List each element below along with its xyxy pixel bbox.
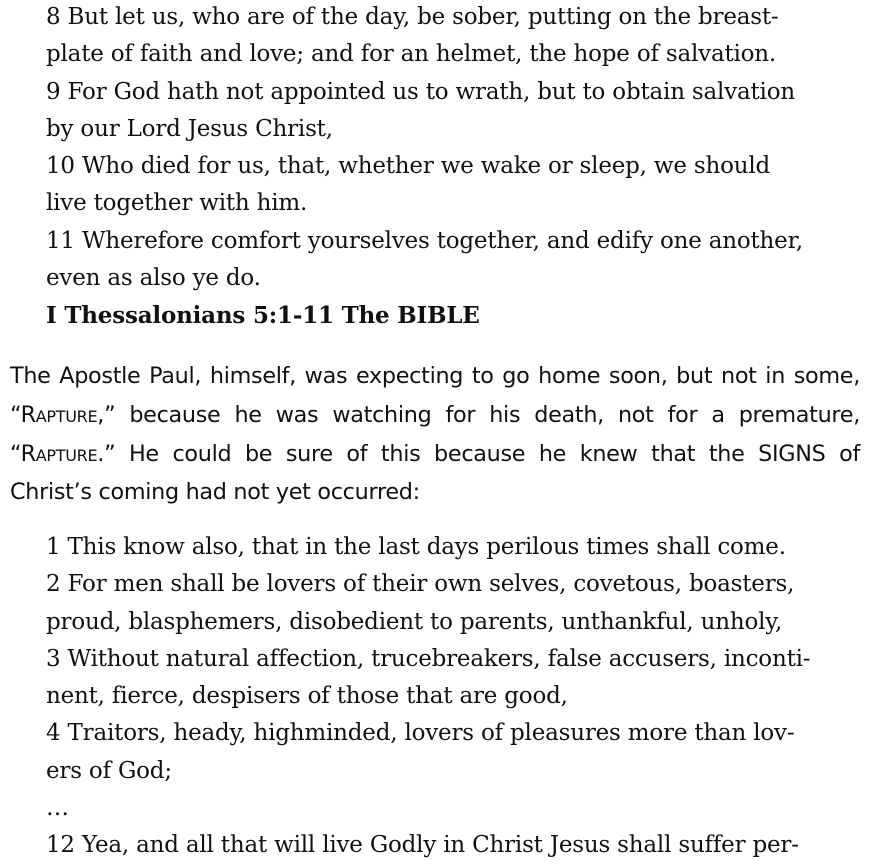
small-caps-word: apture (35, 440, 98, 467)
verse-line: proud, blasphemers, disobedient to parents, unthankful, unholy, (46, 608, 783, 635)
verse-line: 4 Traitors, heady, highminded, lovers of pleasures more than lov- (46, 720, 795, 747)
verse-line: 8 But let us, who are of the day, be sober, putting on the breast- (46, 4, 779, 30)
verse-line: 2 For men shall be lovers of their own selves, covetous, boasters, (46, 571, 795, 598)
verse-line: 10 Who died for us, that, whether we wake or sleep, we should (46, 153, 771, 180)
line-text: .” He could be sure of this because he knew that the SIGNS of (97, 440, 860, 467)
paragraph-line (10, 396, 860, 435)
scripture-citation: I Thessalonians 5:1-11 The BIBLE (46, 302, 480, 330)
verse-line: 1 This know also, that in the last days perilous times shall come. (46, 534, 786, 560)
verse-line: 11 Wherefore comfort yourselves together, and edify one another, (46, 227, 803, 254)
scripture-quote-1 (46, 0, 836, 335)
verse-line: ers of God; (46, 757, 172, 784)
verse-line: live together with him. (46, 190, 308, 217)
open-quote: “R (10, 440, 36, 467)
verse-line: by our Lord Jesus Christ, (46, 115, 333, 142)
small-caps-word: apture (35, 401, 98, 428)
ellipsis: … (46, 795, 69, 822)
body-paragraph (10, 357, 860, 512)
verse-line: 9 For God hath not appointed us to wrath, but to obtain salvation (46, 78, 795, 105)
verse-line: plate of faith and love; and for an helmet, the hope of salvation. (46, 41, 777, 68)
paragraph-line: The Apostle Paul, himself, was expecting to go home soon, but not in some, (10, 363, 860, 389)
open-quote: “R (10, 401, 36, 428)
verse-line: 12 Yea, and all that will live Godly in Christ Jesus shall suffer per- (46, 832, 799, 859)
paragraph-line (10, 435, 860, 474)
scripture-quote-2 (46, 529, 836, 865)
verse-line: nent, fierce, despisers of those that are good, (46, 683, 568, 710)
paragraph-line: Christ’s coming had not yet occurred: (10, 479, 420, 506)
verse-line: even as also ye do. (46, 265, 261, 292)
verse-line: 3 Without natural affection, trucebreakers, false accusers, inconti- (46, 645, 811, 672)
line-text: ,” because he was watching for his death, not for a premature, (97, 401, 860, 428)
